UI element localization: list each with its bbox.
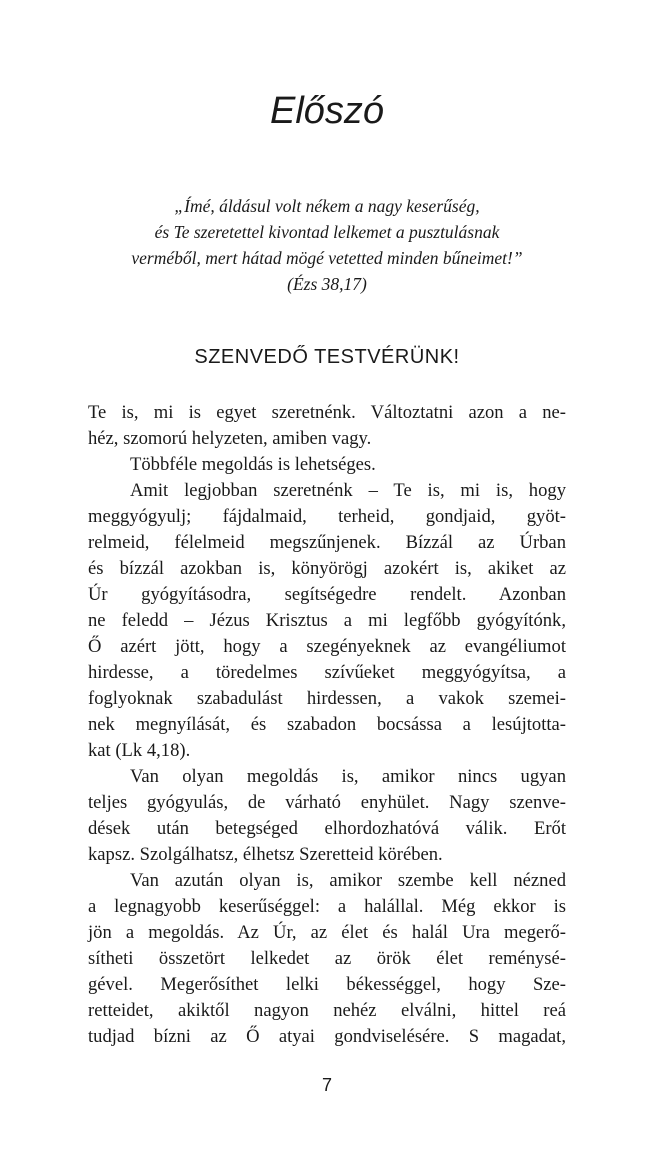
- text-line: sítheti összetört lelkedet az örök élet reménysé-: [88, 948, 566, 969]
- text-line: Te is, mi is egyet szeretnénk. Változtatni azon a ne-: [88, 402, 566, 423]
- motto-line: verméből, mert hátad mögé vetetted minden bűneimet!”: [131, 248, 523, 268]
- text-line: meggyógyulj; fájdalmaid, terheid, gondjaid, gyöt-: [88, 506, 566, 527]
- text-line: nek megnyílását, és szabadon bocsássa a lesújtotta-: [88, 714, 566, 735]
- text-line: kapsz. Szolgálhatsz, élhetsz Szeretteid körében.: [88, 844, 443, 865]
- page-number: 7: [321, 1075, 332, 1095]
- body-text: [88, 400, 566, 1050]
- text-line: ne feledd – Jézus Krisztus a mi legfőbb gyógyítónk,: [88, 610, 566, 631]
- motto-line: „Ímé, áldásul volt nékem a nagy keserűség,: [174, 196, 480, 216]
- motto-reference: (Ézs 38,17): [287, 274, 367, 294]
- text-line: Amit legjobban szeretnénk – Te is, mi is, hogy: [130, 480, 566, 501]
- text-line: Van olyan megoldás is, amikor nincs ugyan: [130, 766, 566, 787]
- text-line: Ő azért jött, hogy a szegényeknek az evangéliumot: [88, 636, 566, 657]
- text-line: Van azután olyan is, amikor szembe kell nézned: [130, 870, 566, 891]
- book-page: [88, 0, 566, 1167]
- text-line: kat (Lk 4,18).: [88, 740, 191, 761]
- text-line: retteidet, akiktől nagyon nehéz elválni, hittel reá: [88, 1000, 566, 1021]
- text-line: jön a megoldás. Az Úr, az élet és halál Ura megerő-: [88, 922, 566, 943]
- section-heading: SZENVEDŐ TESTVÉRÜNK!: [194, 346, 460, 368]
- text-line: és bízzál azokban is, könyörögj azokért is, akiket az: [88, 558, 566, 579]
- text-line: tudjad bízni az Ő atyai gondviselésére. S magadat,: [88, 1026, 566, 1047]
- text-line: Többféle megoldás is lehetséges.: [130, 454, 376, 475]
- chapter-title: Előszó: [269, 90, 385, 132]
- text-line: relmeid, félelmeid megszűnjenek. Bízzál az Úrban: [88, 532, 566, 553]
- text-line: gével. Megerősíthet lelki békességgel, hogy Sze-: [88, 974, 566, 995]
- text-line: teljes gyógyulás, de várható enyhület. Nagy szenve-: [88, 792, 566, 813]
- motto-line: és Te szeretettel kivontad lelkemet a pusztulásnak: [154, 222, 500, 242]
- text-line: dések után betegséged elhordozhatóvá válik. Erőt: [88, 818, 566, 839]
- text-line: a legnagyobb keserűséggel: a halállal. Még ekkor is: [88, 896, 566, 917]
- text-line: hirdesse, a töredelmes szívűeket meggyógyítsa, a: [88, 662, 566, 683]
- text-line: Úr gyógyításodra, segítségedre rendelt. Azonban: [88, 584, 566, 605]
- text-line: héz, szomorú helyzeten, amiben vagy.: [88, 428, 372, 449]
- motto-quote: [88, 193, 566, 297]
- text-line: foglyoknak szabadulást hirdessen, a vakok szemei-: [88, 688, 566, 709]
